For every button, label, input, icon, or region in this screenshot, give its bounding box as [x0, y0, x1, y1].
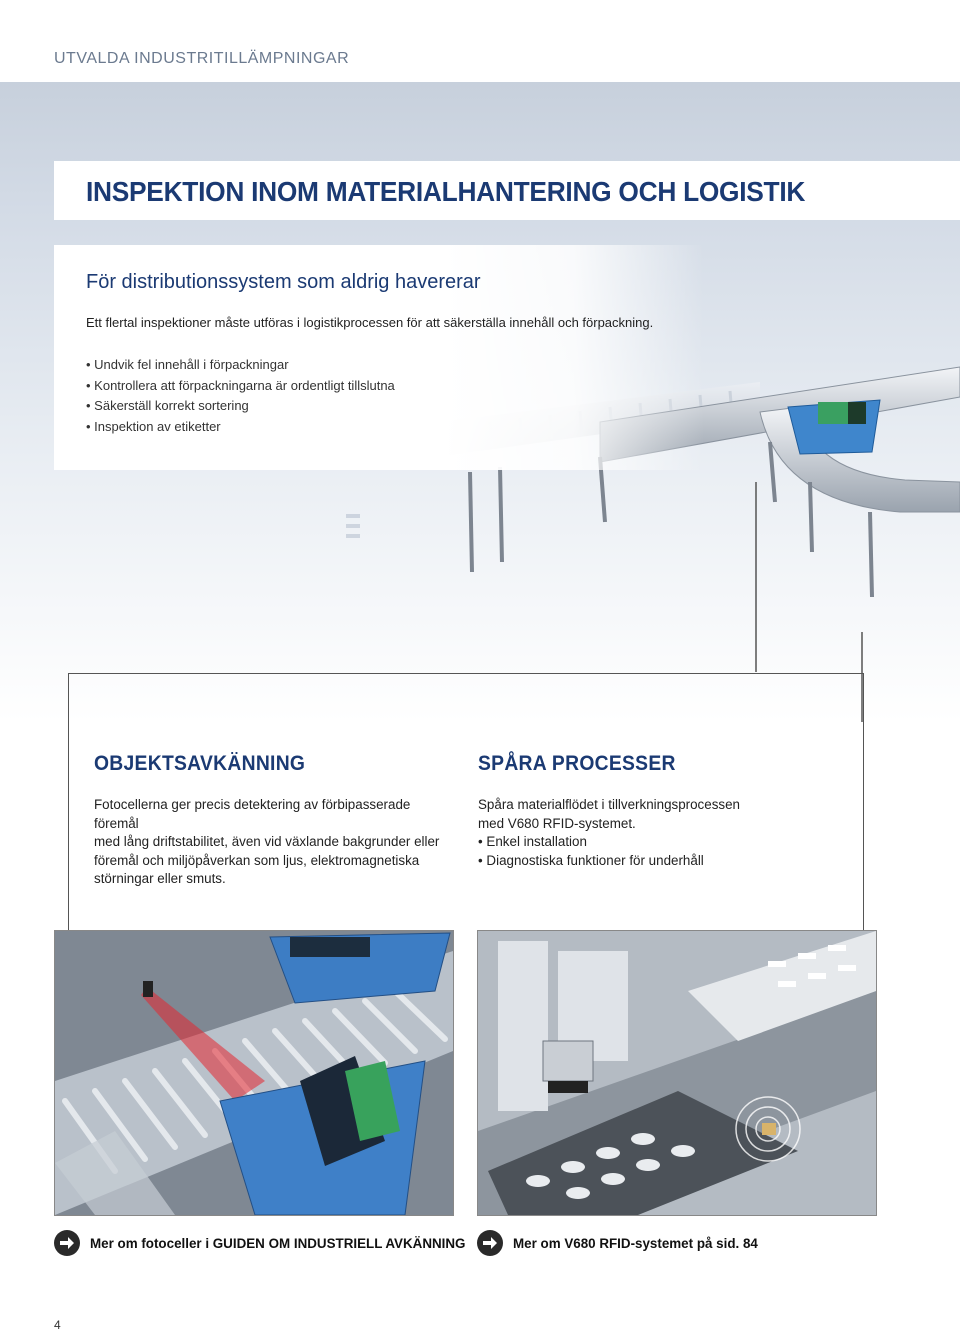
- feature-text-line: Spåra materialflödet i tillverkningsprocessen: [478, 797, 740, 812]
- feature-text-line: föremål och miljöpåverkan som ljus, elektromagnetiska: [94, 852, 420, 868]
- section-label: UTVALDA INDUSTRITILLÄMPNINGAR: [54, 50, 350, 67]
- page-title-box: [54, 161, 960, 220]
- intro-box: [54, 245, 704, 470]
- arrow-right-circle-icon: [54, 1230, 80, 1256]
- list-item: • Inspektion av etiketter: [86, 417, 395, 438]
- feature-text-line: med V680 RFID-systemet.: [478, 815, 636, 831]
- list-item: • Enkel installation: [478, 833, 838, 852]
- feature-text-line: Fotocellerna ger precis detektering av förbipasserade föremål: [94, 797, 411, 831]
- feature-track-processes: [478, 752, 838, 870]
- rfid-system-image: [477, 930, 877, 1216]
- link-label[interactable]: Mer om fotoceller i GUIDEN OM INDUSTRIELL AVKÄNNING: [90, 1235, 466, 1251]
- list-item: • Diagnostiska funktioner för underhåll: [478, 852, 838, 871]
- link-photocell-guide[interactable]: [54, 1230, 465, 1256]
- list-item: • Säkerställ korrekt sortering: [86, 396, 395, 417]
- feature-heading: OBJEKTSAVKÄNNING: [94, 752, 306, 775]
- feature-object-detection: [94, 752, 454, 889]
- feature-text-line: med lång driftstabilitet, även vid växlande bakgrunder eller: [94, 834, 440, 850]
- feature-text-line: störningar eller smuts.: [94, 871, 226, 887]
- intro-bullet-list: [86, 355, 395, 437]
- intro-lead: Ett flertal inspektioner måste utföras i logistikprocessen för att säkerställa innehåll och förpackning.: [86, 315, 654, 330]
- photoelectric-sensor-image: [54, 930, 454, 1216]
- arrow-right-circle-icon: [477, 1230, 503, 1256]
- feature-heading: SPÅRA PROCESSER: [478, 752, 676, 775]
- list-item: • Kontrollera att förpackningarna är ordentligt tillslutna: [86, 376, 395, 397]
- page-number: 4: [54, 1318, 61, 1332]
- intro-subtitle: För distributionssystem som aldrig havererar: [86, 271, 481, 293]
- page-title: INSPEKTION INOM MATERIALHANTERING OCH LOGISTIK: [86, 176, 806, 207]
- feature-bullet-list: [478, 833, 838, 870]
- list-item: • Undvik fel innehåll i förpackningar: [86, 355, 395, 376]
- link-rfid-page[interactable]: [477, 1230, 758, 1256]
- link-label[interactable]: Mer om V680 RFID-systemet på sid. 84: [513, 1235, 758, 1251]
